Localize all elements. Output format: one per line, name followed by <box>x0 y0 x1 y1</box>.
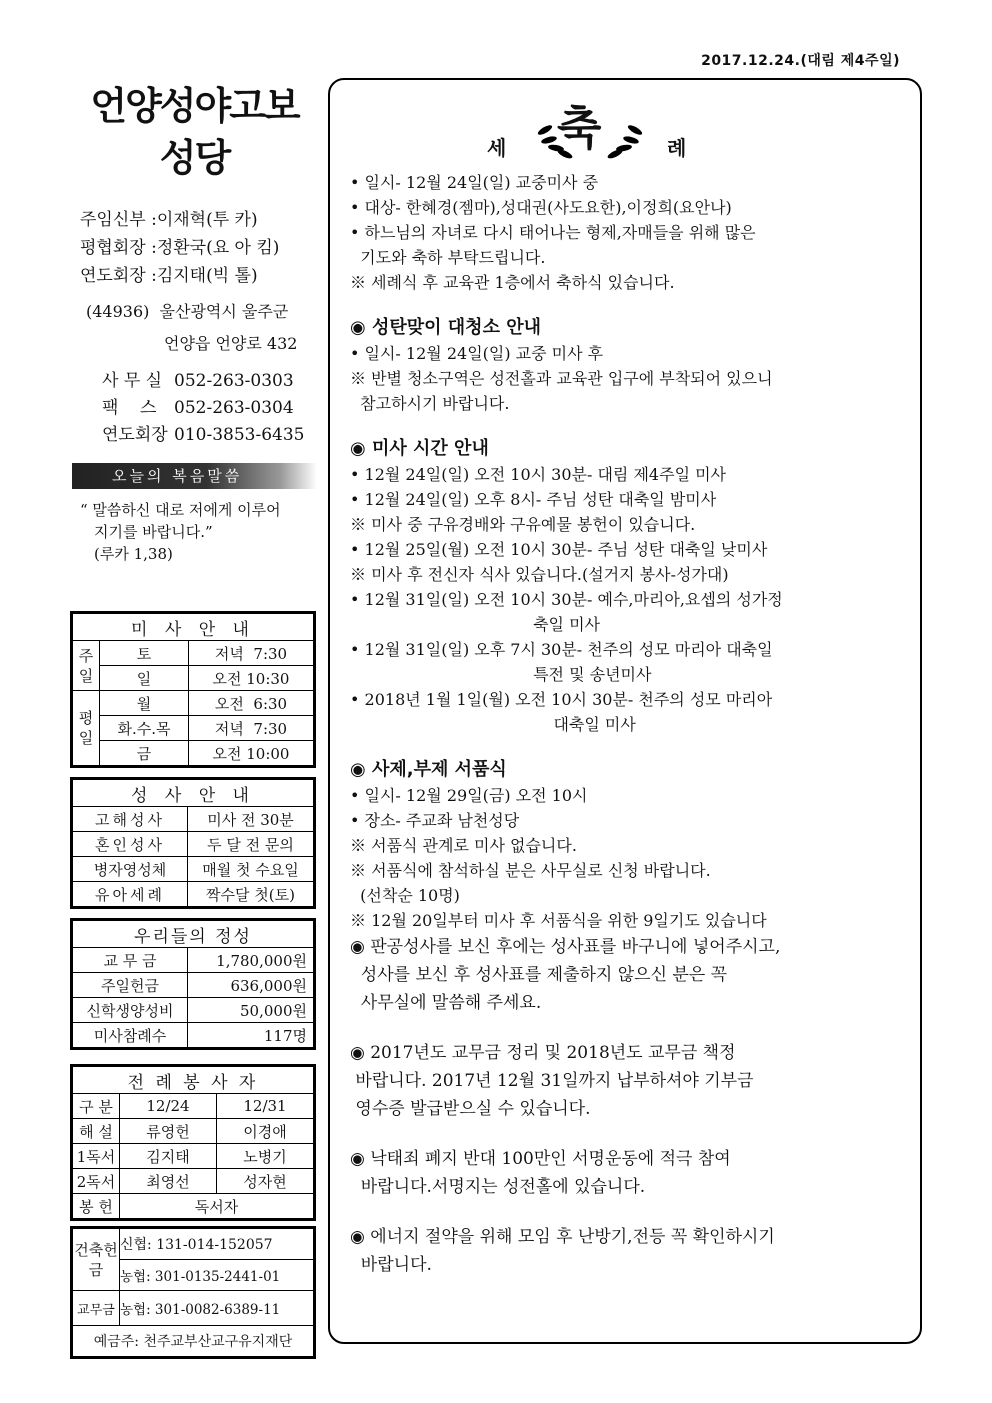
account-number: 농협: 301-0135-2441-01 <box>120 1260 314 1291</box>
cleaning-title: ◉ 성탄맞이 대청소 안내 <box>350 317 541 338</box>
sacrament-name: 고해성사 <box>73 807 188 832</box>
mass-day: 화.수.목 <box>100 716 189 741</box>
notice-line: ◉ 2017년도 교무금 정리 및 2018년도 교무금 책정 <box>350 1043 736 1063</box>
notice-line: • 하느님의 자녀로 다시 태어나는 형제,자매들을 위해 많은 <box>350 223 756 242</box>
mass-day: 월 <box>100 691 189 716</box>
notice-line: • 12월 25일(월) 오전 10시 30분- 주님 성탄 대축일 낮미사 <box>350 540 768 559</box>
accounts-table <box>70 1226 316 1359</box>
weekday-label: 평일 <box>73 691 100 766</box>
notice-petition <box>350 1145 910 1201</box>
servers-cell: 성자현 <box>217 1169 314 1194</box>
mass-time: 오전 10:00 <box>189 741 314 766</box>
mass-day: 일 <box>100 666 189 691</box>
servers-cell: 봉 헌 <box>73 1194 120 1219</box>
servers-cell: 노병기 <box>217 1144 314 1169</box>
tithe-label: 교무금 <box>73 1291 120 1326</box>
notice-line: 영수증 발급받으실 수 있습니다. <box>350 1099 591 1119</box>
sacrament-name: 혼인성사 <box>73 832 188 857</box>
notice-line: • 12월 24일(일) 오전 10시 30분- 대림 제4주일 미사 <box>350 465 727 484</box>
notice-line: • 일시- 12월 29일(금) 오전 10시 <box>350 786 588 805</box>
baptism-section <box>350 170 910 295</box>
notice-line: ※ 12월 20일부터 미사 후 서품식을 위한 9일기도 있습니다 <box>350 911 767 930</box>
notice-line: (선착순 10명) <box>350 886 460 905</box>
notice-line: • 2018년 1월 1일(월) 오전 10시 30분- 천주의 성모 마리아 <box>350 690 773 709</box>
contact-row: 사 무 실 052-263-0303 <box>102 371 294 391</box>
address-line2: 언양읍 언양로 432 <box>164 334 298 353</box>
offering-amount: 50,000원 <box>188 998 314 1023</box>
staff-row: 주임신부 :이재혁(투 카) <box>80 210 258 230</box>
staff-row: 연도회장 :김지태(빅 톨) <box>80 266 258 286</box>
offering-amount: 117명 <box>188 1023 314 1048</box>
notice-line: ※ 세례식 후 교육관 1층에서 축하식 있습니다. <box>350 273 675 292</box>
notice-line: 참고하시기 바랍니다. <box>350 394 510 413</box>
notice-line: 특전 및 송년미사 <box>350 665 652 684</box>
servers-header-cell: 12/31 <box>217 1094 314 1119</box>
address-line1: (44936) 울산광역시 울주군 <box>86 302 289 321</box>
account-number: 신협: 131-014-152057 <box>120 1229 314 1260</box>
mass-time: 오전 10:30 <box>189 666 314 691</box>
gospel-line: 지기를 바랍니다.” <box>94 523 213 541</box>
baptism-title-left: 세 <box>487 136 507 160</box>
offering-name: 주일헌금 <box>73 973 188 998</box>
notice-line: ◉ 에너지 절약을 위해 모임 후 난방기,전등 꼭 확인하시기 <box>350 1227 775 1247</box>
servers-cell: 최영선 <box>120 1169 217 1194</box>
offering-amount: 636,000원 <box>188 973 314 998</box>
contact-row: 연도회장 010-3853-6435 <box>102 425 305 445</box>
notice-line: 바랍니다. 2017년 12월 31일까지 납부하셔야 기부금 <box>350 1071 754 1091</box>
servers-cell: 독서자 <box>120 1194 314 1219</box>
servers-cell: 2독서 <box>73 1169 120 1194</box>
servers-cell: 김지태 <box>120 1144 217 1169</box>
notice-line: 바랍니다. <box>350 1255 432 1275</box>
notice-confession <box>350 933 910 1017</box>
notice-line: ※ 반별 청소구역은 성전홀과 교육관 입구에 부착되어 있으니 <box>350 369 773 388</box>
mass-time: 오전 6:30 <box>189 691 314 716</box>
servers-cell: 이경애 <box>217 1119 314 1144</box>
notice-line: • 12월 31일(일) 오후 7시 30분- 천주의 성모 마리아 대축일 <box>350 640 773 659</box>
offering-name: 미사참례수 <box>73 1023 188 1048</box>
mass-time: 저녁 7:30 <box>189 716 314 741</box>
notice-line: 축일 미사 <box>350 615 601 634</box>
left-column <box>72 80 317 565</box>
sacraments-title: 성 사 안 내 <box>73 780 314 807</box>
notice-line: 대축일 미사 <box>350 715 636 734</box>
mass-day: 토 <box>100 641 189 666</box>
mass-times-title: ◉ 미사 시간 안내 <box>350 438 489 459</box>
notice-line: • 일시- 12월 24일(일) 교중미사 중 <box>350 173 599 192</box>
sacrament-info: 매월 첫 수요일 <box>188 857 314 882</box>
servers-title: 전 례 봉 사 자 <box>73 1067 314 1094</box>
servers-header-cell: 12/24 <box>120 1094 217 1119</box>
notice-line: ※ 미사 후 전신자 식사 있습니다.(설거지 봉사-성가대) <box>350 565 729 584</box>
notice-line: ◉ 낙태죄 폐지 반대 100만인 서명운동에 적극 참여 <box>350 1149 731 1169</box>
mass-time: 저녁 7:30 <box>189 641 314 666</box>
notice-line: • 장소- 주교좌 남천성당 <box>350 811 520 830</box>
gospel-reference: (루카 1,38) <box>94 545 173 563</box>
issue-date: 2017.12.24.(대림 제4주일) <box>701 53 900 69</box>
offerings-title: 우리들의 정성 <box>73 921 314 948</box>
congrats-char: 축 <box>557 101 602 155</box>
notice-tithe <box>350 1039 910 1123</box>
sacrament-name: 병자영성체 <box>73 857 188 882</box>
address <box>72 296 317 360</box>
notice-line: • 12월 24일(일) 오후 8시- 주님 성탄 대축일 밤미사 <box>350 490 717 509</box>
notice-line: ※ 미사 중 구유경배와 구유예물 봉헌이 있습니다. <box>350 515 696 534</box>
ordination-title: ◉ 사제,부제 서품식 <box>350 759 507 780</box>
notice-line: 기도와 축하 부탁드립니다. <box>350 248 546 267</box>
gospel-header: 오늘의 복음말씀 <box>72 463 317 489</box>
sunday-label: 주일 <box>73 641 100 691</box>
notice-content <box>350 170 910 1279</box>
sacrament-info: 두 달 전 문의 <box>188 832 314 857</box>
servers-cell: 1독서 <box>73 1144 120 1169</box>
gospel-quote <box>72 499 317 565</box>
building-fund-label: 건축헌금 <box>73 1229 120 1291</box>
notice-line: • 대상- 한혜경(젬마),성대권(사도요한),이정희(요안나) <box>350 198 732 217</box>
mass-schedule-table <box>70 611 316 768</box>
account-number: 농협: 301-0082-6389-11 <box>120 1291 314 1326</box>
staff-list <box>72 206 317 290</box>
staff-row: 평협회장 :정환국(요 아 킴) <box>80 238 280 258</box>
notice-line: ※ 서품식 관계로 미사 없습니다. <box>350 836 577 855</box>
notice-energy <box>350 1223 910 1279</box>
servers-cell: 해 설 <box>73 1119 120 1144</box>
notice-line: ※ 서품식에 참석하실 분은 사무실로 신청 바랍니다. <box>350 861 711 880</box>
parish-name-line1: 언양성야고보 <box>90 84 299 128</box>
offerings-table <box>70 918 316 1050</box>
parish-name-line2: 성당 <box>159 136 230 180</box>
sacrament-info: 미사 전 30분 <box>188 807 314 832</box>
offering-name: 교 무 금 <box>73 948 188 973</box>
offering-name: 신학생양성비 <box>73 998 188 1023</box>
sacrament-name: 유아세례 <box>73 882 188 907</box>
sacrament-info: 짝수달 첫(토) <box>188 882 314 907</box>
notice-line: 바랍니다.서명지는 성전홀에 있습니다. <box>350 1177 646 1197</box>
servers-table <box>70 1064 316 1221</box>
notice-line: 사무실에 말씀해 주세요. <box>350 993 542 1013</box>
servers-header-cell: 구 분 <box>73 1094 120 1119</box>
account-holder: 예금주: 천주교부산교구유지재단 <box>73 1326 314 1357</box>
gospel-line: “ 말씀하신 대로 저에게 이루어 <box>80 501 281 519</box>
baptism-title-right: 례 <box>667 136 687 160</box>
contact-row: 팩 스 052-263-0304 <box>102 398 294 418</box>
sacraments-table <box>70 777 316 909</box>
servers-cell: 류영헌 <box>120 1119 217 1144</box>
notice-line: • 일시- 12월 24일(일) 교중 미사 후 <box>350 344 604 363</box>
contact-list <box>72 368 317 449</box>
offering-amount: 1,780,000원 <box>188 948 314 973</box>
notice-line: ◉ 판공성사를 보신 후에는 성사표를 바구니에 넣어주시고, <box>350 937 781 957</box>
parish-logo <box>72 80 317 184</box>
notice-line: 성사를 보신 후 성사표를 제출하지 않으신 분은 꼭 <box>350 965 728 985</box>
mass-day: 금 <box>100 741 189 766</box>
notice-line: • 12월 31일(일) 오전 10시 30분- 예수,마리아,요셉의 성가정 <box>350 590 783 609</box>
mass-table-title: 미 사 안 내 <box>73 614 314 641</box>
